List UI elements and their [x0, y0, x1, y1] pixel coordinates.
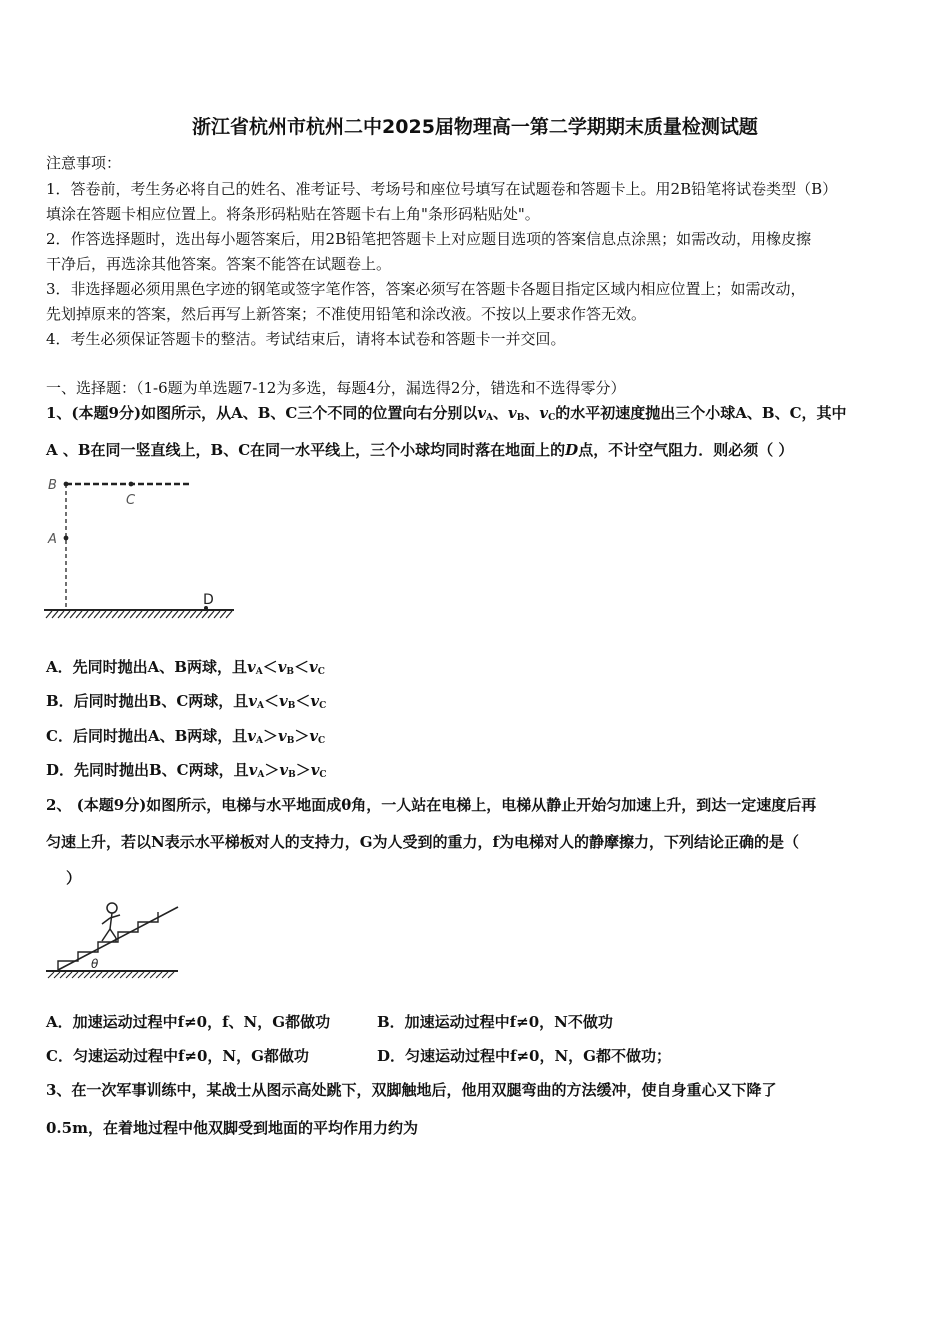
point-a — [64, 536, 69, 541]
notice-line-4: 干净后，再选涂其他答案。答案不能答在试题卷上。 — [46, 255, 392, 273]
q2-option-b: B．加速运动过程中f≠0，N不做功 — [377, 1013, 613, 1031]
point-b — [64, 482, 69, 487]
escalator-steps — [58, 912, 158, 970]
notice-line-3: 2．作答选择题时，选出每小题答案后，用2B铅笔把答题卡上对应题目选项的答案信息点涂黑；如需改动，用橡皮擦 — [46, 230, 812, 248]
q2-line-1: 2、 (本题9分)如图所示，电梯与水平地面成θ角，一人站在电梯上，电梯从静止开始匀加速上升，到达一定速度后再 — [46, 796, 817, 814]
label-c: C — [126, 493, 136, 508]
q1-projectile-figure — [40, 470, 240, 620]
q1-option-b: B．后同时抛出B、C两球，且$v_A<v_B<v_C$ — [46, 692, 327, 711]
notice-line-6: 先划掉原来的答案，然后再写上新答案；不准使用铅笔和涂改液。不按以上要求作答无效。 — [46, 305, 647, 323]
floor-hatching — [48, 972, 174, 978]
notice-line-7: 4．考生必须保证答题卡的整洁。考试结束后，请将本试卷和答题卡一并交回。 — [46, 330, 566, 348]
point-c — [129, 482, 134, 487]
theta-label: θ — [91, 957, 99, 971]
q1-option-a: A．先同时抛出A、B两球，且$v_A<v_B<v_C$ — [46, 658, 325, 677]
section-heading: 一、选择题：（1-6题为单选题7-12为多选，每题4分，漏选得2分，错选和不选得零分） — [46, 379, 626, 397]
q2-option-a: A．加速运动过程中f≠0，f、N，G都做功 — [46, 1013, 331, 1031]
page-title: 浙江省杭州市杭州二中2025届物理高一第二学期期末质量检测试题 — [192, 116, 758, 138]
notice-heading: 注意事项： — [46, 154, 122, 172]
notice-line-2: 填涂在答题卡相应位置上。将条形码粘贴在答题卡右上角"条形码粘贴处"。 — [46, 205, 540, 223]
label-d: D — [203, 592, 214, 608]
q1-option-d: D．先同时抛出B、C两球，且$v_A>v_B>v_C$ — [46, 761, 327, 780]
ground-hatching — [46, 611, 232, 618]
q2-option-c: C．匀速运动过程中f≠0，N，G都做功 — [46, 1047, 309, 1065]
q2-line-2: 匀速上升，若以N表示水平梯板对人的支持力，G为人受到的重力，f为电梯对人的静摩擦力，下列结论正确的是（ — [46, 833, 799, 851]
q3-line-2: 0.5m，在着地过程中他双脚受到地面的平均作用力约为 — [46, 1119, 418, 1137]
label-a: A — [48, 532, 57, 547]
notice-line-1: 1．答卷前，考生务必将自己的姓名、准考证号、考场号和座位号填写在试题卷和答题卡上。用2B铅笔将试卷类型（B） — [46, 180, 838, 198]
q2-escalator-figure — [44, 895, 184, 985]
q1-line-1: 1、(本题9分)如图所示，从A、B、C三个不同的位置向右分别以$v_A$、$v_B$、$v_C$的水平初速度抛出三个小球A、B、C，其中 — [46, 404, 847, 423]
q3-line-1: 3、在一次军事训练中，某战士从图示高处跳下，双脚触地后，他用双腿弯曲的方法缓冲，使自身重心又下降了 — [46, 1081, 777, 1099]
notice-line-5: 3．非选择题必须用黑色字迹的钢笔或签字笔作答，答案必须写在答题卡各题目指定区域内相应位置上；如需改动， — [46, 280, 806, 298]
q1-line-2: A 、B在同一竖直线上，B、C在同一水平线上，三个小球均同时落在地面上的D点，不计空气阻力．则必须（ ） — [46, 441, 794, 459]
label-b: B — [48, 478, 57, 493]
q2-line-3: ） — [66, 869, 82, 887]
q1-option-c: C．后同时抛出A、B两球，且$v_A>v_B>v_C$ — [46, 727, 326, 746]
q2-option-d: D．匀速运动过程中f≠0，N，G都不做功； — [377, 1047, 671, 1065]
